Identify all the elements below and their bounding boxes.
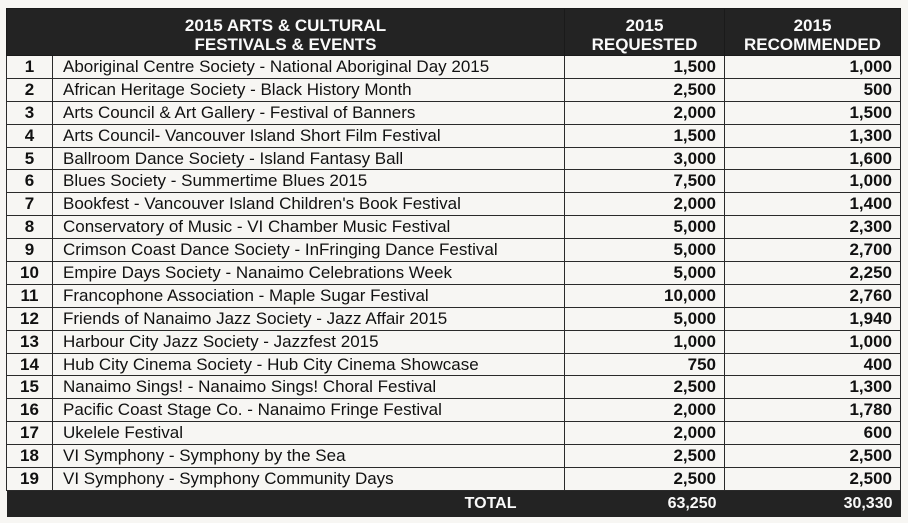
row-recommended-amount: 400 xyxy=(725,353,901,376)
table-row xyxy=(7,170,901,193)
row-recommended-amount: 1,940 xyxy=(725,307,901,330)
row-festival-name: Pacific Coast Stage Co. - Nanaimo Fringe Festival xyxy=(53,399,565,422)
total-requested: 63,250 xyxy=(565,490,725,517)
row-festival-name: Crimson Coast Dance Society - InFringing Dance Festival xyxy=(53,239,565,262)
total-row xyxy=(7,490,901,517)
row-festival-name: VI Symphony - Symphony by the Sea xyxy=(53,445,565,468)
festival-funding-table xyxy=(6,8,901,517)
table-row xyxy=(7,124,901,147)
header-recommended xyxy=(725,9,901,56)
header-recommended-line2: RECOMMENDED xyxy=(744,35,881,54)
table-row xyxy=(7,445,901,468)
row-number: 9 xyxy=(7,239,53,262)
row-requested-amount: 5,000 xyxy=(565,239,725,262)
row-recommended-amount: 1,300 xyxy=(725,376,901,399)
row-requested-amount: 750 xyxy=(565,353,725,376)
row-recommended-amount: 1,000 xyxy=(725,330,901,353)
row-number: 11 xyxy=(7,284,53,307)
row-recommended-amount: 1,300 xyxy=(725,124,901,147)
table-row xyxy=(7,78,901,101)
row-requested-amount: 2,500 xyxy=(565,468,725,491)
table-row xyxy=(7,262,901,285)
row-requested-amount: 1,500 xyxy=(565,56,725,79)
row-requested-amount: 5,000 xyxy=(565,262,725,285)
row-festival-name: Conservatory of Music - VI Chamber Music Festival xyxy=(53,216,565,239)
table-row xyxy=(7,330,901,353)
row-festival-name: Friends of Nanaimo Jazz Society - Jazz Affair 2015 xyxy=(53,307,565,330)
row-requested-amount: 2,500 xyxy=(565,78,725,101)
table-row xyxy=(7,193,901,216)
row-recommended-amount: 1,600 xyxy=(725,147,901,170)
row-number: 3 xyxy=(7,101,53,124)
row-number: 6 xyxy=(7,170,53,193)
row-festival-name: Arts Council & Art Gallery - Festival of Banners xyxy=(53,101,565,124)
row-festival-name: Hub City Cinema Society - Hub City Cinema Showcase xyxy=(53,353,565,376)
row-requested-amount: 2,000 xyxy=(565,101,725,124)
row-requested-amount: 2,000 xyxy=(565,399,725,422)
row-requested-amount: 10,000 xyxy=(565,284,725,307)
row-number: 13 xyxy=(7,330,53,353)
table-row xyxy=(7,239,901,262)
row-festival-name: Blues Society - Summertime Blues 2015 xyxy=(53,170,565,193)
row-festival-name: African Heritage Society - Black History Month xyxy=(53,78,565,101)
row-number: 8 xyxy=(7,216,53,239)
header-title xyxy=(7,9,565,56)
table-row xyxy=(7,399,901,422)
row-festival-name: VI Symphony - Symphony Community Days xyxy=(53,468,565,491)
table-row xyxy=(7,216,901,239)
row-requested-amount: 1,000 xyxy=(565,330,725,353)
row-requested-amount: 2,000 xyxy=(565,422,725,445)
table-row xyxy=(7,422,901,445)
row-requested-amount: 5,000 xyxy=(565,216,725,239)
row-recommended-amount: 500 xyxy=(725,78,901,101)
row-festival-name: Bookfest - Vancouver Island Children's Book Festival xyxy=(53,193,565,216)
header-recommended-line1: 2015 xyxy=(793,16,832,35)
table-row xyxy=(7,284,901,307)
row-number: 18 xyxy=(7,445,53,468)
row-recommended-amount: 2,700 xyxy=(725,239,901,262)
row-number: 15 xyxy=(7,376,53,399)
row-recommended-amount: 1,780 xyxy=(725,399,901,422)
row-number: 14 xyxy=(7,353,53,376)
row-requested-amount: 2,500 xyxy=(565,376,725,399)
row-requested-amount: 5,000 xyxy=(565,307,725,330)
row-recommended-amount: 2,500 xyxy=(725,445,901,468)
row-festival-name: Harbour City Jazz Society - Jazzfest 2015 xyxy=(53,330,565,353)
table-row xyxy=(7,468,901,491)
row-number: 12 xyxy=(7,307,53,330)
row-recommended-amount: 600 xyxy=(725,422,901,445)
row-number: 2 xyxy=(7,78,53,101)
total-recommended: 30,330 xyxy=(725,490,901,517)
total-label: TOTAL xyxy=(7,490,565,517)
row-requested-amount: 7,500 xyxy=(565,170,725,193)
header-row xyxy=(7,9,901,56)
row-number: 17 xyxy=(7,422,53,445)
row-recommended-amount: 2,300 xyxy=(725,216,901,239)
row-number: 4 xyxy=(7,124,53,147)
table-row xyxy=(7,101,901,124)
document-sheet xyxy=(6,8,900,516)
row-requested-amount: 2,000 xyxy=(565,193,725,216)
row-requested-amount: 3,000 xyxy=(565,147,725,170)
row-recommended-amount: 1,500 xyxy=(725,101,901,124)
row-festival-name: Aboriginal Centre Society - National Aboriginal Day 2015 xyxy=(53,56,565,79)
table-row xyxy=(7,353,901,376)
row-festival-name: Francophone Association - Maple Sugar Festival xyxy=(53,284,565,307)
row-festival-name: Empire Days Society - Nanaimo Celebrations Week xyxy=(53,262,565,285)
table-row xyxy=(7,56,901,79)
row-number: 16 xyxy=(7,399,53,422)
row-recommended-amount: 1,000 xyxy=(725,170,901,193)
table-row xyxy=(7,147,901,170)
row-number: 5 xyxy=(7,147,53,170)
row-festival-name: Nanaimo Sings! - Nanaimo Sings! Choral Festival xyxy=(53,376,565,399)
table-body xyxy=(7,56,901,491)
row-festival-name: Arts Council- Vancouver Island Short Film Festival xyxy=(53,124,565,147)
row-number: 10 xyxy=(7,262,53,285)
row-festival-name: Ukelele Festival xyxy=(53,422,565,445)
header-title-line2: FESTIVALS & EVENTS xyxy=(194,35,377,54)
header-requested-line2: REQUESTED xyxy=(591,35,698,54)
row-recommended-amount: 2,500 xyxy=(725,468,901,491)
row-requested-amount: 2,500 xyxy=(565,445,725,468)
row-recommended-amount: 2,250 xyxy=(725,262,901,285)
row-requested-amount: 1,500 xyxy=(565,124,725,147)
row-recommended-amount: 1,000 xyxy=(725,56,901,79)
table-row xyxy=(7,376,901,399)
header-requested-line1: 2015 xyxy=(625,16,664,35)
row-recommended-amount: 2,760 xyxy=(725,284,901,307)
row-number: 1 xyxy=(7,56,53,79)
row-number: 19 xyxy=(7,468,53,491)
header-requested xyxy=(565,9,725,56)
row-recommended-amount: 1,400 xyxy=(725,193,901,216)
row-festival-name: Ballroom Dance Society - Island Fantasy Ball xyxy=(53,147,565,170)
row-number: 7 xyxy=(7,193,53,216)
table-row xyxy=(7,307,901,330)
header-title-line1: 2015 ARTS & CULTURAL xyxy=(184,16,387,35)
